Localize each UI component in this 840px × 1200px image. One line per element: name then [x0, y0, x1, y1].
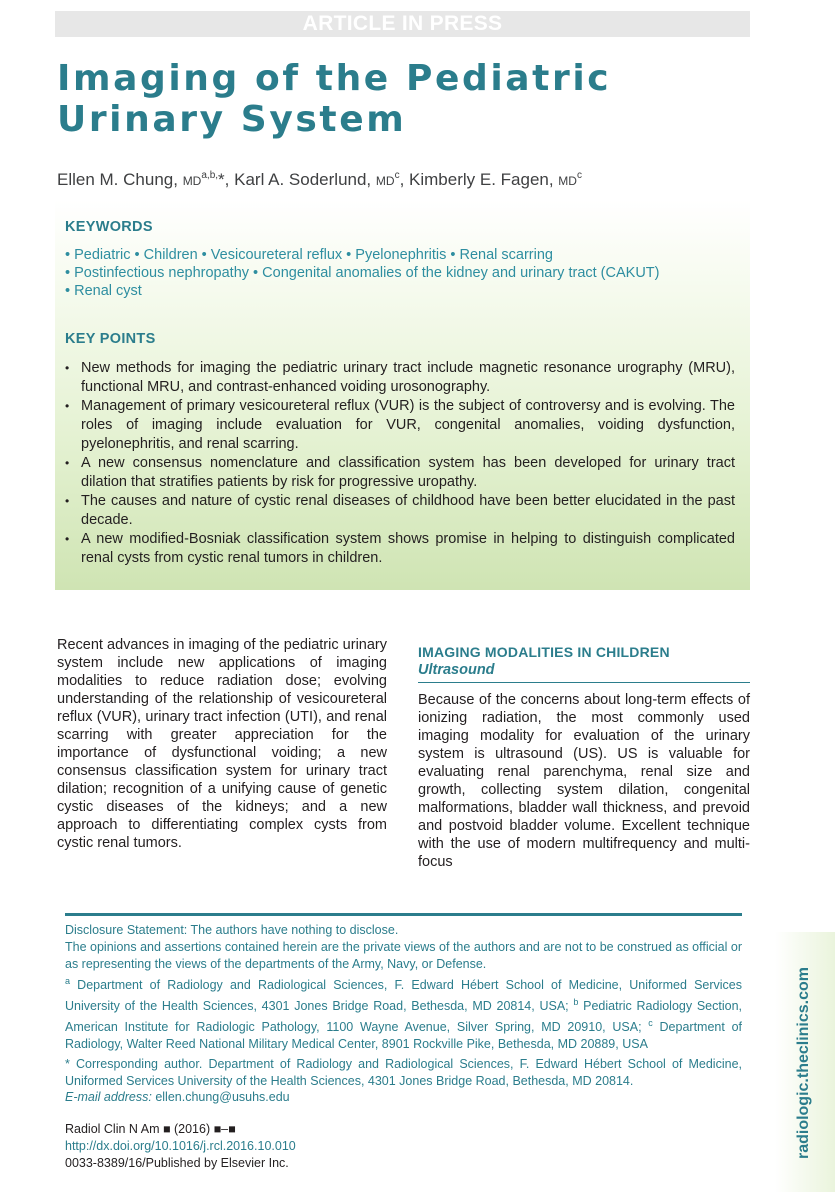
keywords-heading: KEYWORDS	[65, 219, 153, 235]
subsection-rule	[418, 682, 750, 683]
author-2-degree: MD	[375, 174, 395, 188]
title-line-2: Urinary System	[57, 99, 407, 140]
subsection-heading: Ultrasound	[418, 662, 495, 678]
disclosure-statement: Disclosure Statement: The authors have nothing to disclose.	[65, 923, 399, 937]
opinions-statement: The opinions and assertions contained herein are the private views of the authors and are not to be construed as official or as representing the views of the departments of the Army, Navy, or Defense.	[65, 940, 742, 971]
author-1-degree: MD	[182, 174, 202, 188]
author-3-degree: MD	[558, 174, 577, 188]
author-2-affiliation: c	[394, 170, 400, 181]
bullet-icon: •	[65, 494, 70, 508]
journal-website-link[interactable]: radiologic.theclinics.com	[795, 966, 812, 1160]
key-point-item: • New methods for imaging the pediatric urinary tract include magnetic resonance urography (MRU), functional MRU, and contrast-enhanced voiding urosonography.	[65, 360, 735, 395]
key-point-item: • The causes and nature of cystic renal diseases of childhood have been better elucidated in the past decade.	[65, 493, 735, 528]
title-line-1: Imaging of the Pediatric	[57, 58, 612, 99]
corresponding-author: * Corresponding author. Department of Radiology and Radiological Sciences, F. Edward Hébert School of Medicine, Uniformed Services University of the Health Sciences, 4301 Jones Bridge Road, Bethesda, MD 20814.	[65, 1057, 742, 1088]
issn-line: 0033-8389/16/Published by Elsevier Inc.	[65, 1156, 289, 1170]
ultrasound-paragraph: Because of the concerns about long-term effects of ionizing radiation, the most commonly used imaging modality for evaluation of the urinary system is ultrasound (US). US is valuable for evaluating renal parenchyma, renal size and growth, collecting system dilation, congenital malformations, bladder wall thickness, and prevoid and postvoid bladder volume. Excellent technique with the use of modern multifrequency and multi-focus	[418, 692, 750, 870]
bullet-icon: •	[65, 399, 70, 413]
bullet-icon: •	[65, 456, 70, 470]
keywords-line-3: • Renal cyst	[65, 283, 142, 299]
keywords-keypoints-box	[55, 200, 750, 590]
intro-paragraph: Recent advances in imaging of the pediatric urinary system include new applications of imaging modalities to reduce radiation dose; evolving understanding of the relationship of vesicoureteral reflux (VUR), urinary tract infection (UTI), and renal scarring with greater appreciation for the importance of dysfunctional voiding; a new consensus classification system for urinary tract dilation; recognition of a unifying cause of genetic cystic diseases of the kidneys; and a new approach to differentiating complex cysts from cystic renal tumors.	[57, 637, 387, 851]
bullet-icon: •	[65, 361, 70, 375]
key-points-list	[65, 359, 735, 568]
author-2-name: Karl A. Soderlund,	[234, 170, 376, 189]
author-1-name: Ellen M. Chung,	[57, 170, 183, 189]
email-label: E-mail address:	[65, 1090, 152, 1104]
doi-link[interactable]: http://dx.doi.org/10.1016/j.rcl.2016.10.010	[65, 1139, 296, 1153]
footnote-divider	[65, 913, 742, 916]
corresponding-star: *	[218, 170, 225, 189]
author-3-affiliation: c	[576, 170, 582, 181]
author-separator: ,	[224, 170, 235, 189]
author-separator: ,	[399, 170, 410, 189]
article-title	[57, 58, 747, 140]
article-in-press-banner: ARTICLE IN PRESS	[55, 11, 750, 37]
keywords-line-2: • Postinfectious nephropathy • Congenital anomalies of the kidney and urinary tract (CAKUT)	[65, 265, 660, 281]
journal-citation: Radiol Clin N Am ■ (2016) ■–■	[65, 1122, 236, 1136]
key-points-heading: KEY POINTS	[65, 331, 156, 347]
keywords-line-1: • Pediatric • Children • Vesicoureteral reflux • Pyelonephritis • Renal scarring	[65, 247, 553, 263]
author-list	[57, 165, 582, 192]
affiliations: $^a$ Department of Radiology and Radiological Sciences, F. Edward Hébert School of Medicine, Uniformed Services University of the Health Sciences, 4301 Jones Bridge Road, Bethesda, MD 20814, USA; $^b$ Pediatric Radiology Section, American Institute for Radiologic Pathology, 1100 Wayne Avenue, Silver Spring, MD 20910, USA; $^c$ Department of Radiology, Walter Reed National Military Medical Center, 8901 Rockville Pike, Bethesda, MD 20889, USA	[65, 976, 743, 1051]
author-3-name: Kimberly E. Fagen,	[409, 170, 559, 189]
email-line	[65, 1089, 742, 1106]
section-heading: IMAGING MODALITIES IN CHILDREN	[418, 644, 670, 660]
author-1-affiliation: a,b,	[201, 170, 219, 181]
key-point-item: • Management of primary vesicoureteral reflux (VUR) is the subject of controversy and is evolving. The roles of imaging include evaluation for VUR, congenital anomalies, voiding dysfunction, pyelonephritis, and renal scarring.	[65, 398, 735, 452]
bullet-icon: •	[65, 532, 70, 546]
email-address[interactable]: ellen.chung@usuhs.edu	[151, 1090, 290, 1104]
key-point-item: • A new consensus nomenclature and classification system has been developed for urinary tract dilation that stratifies patients by risk for progressive uropathy.	[65, 455, 735, 490]
key-point-item: • A new modified-Bosniak classification system shows promise in helping to distinguish complicated renal cysts from cystic renal tumors in children.	[65, 531, 735, 566]
